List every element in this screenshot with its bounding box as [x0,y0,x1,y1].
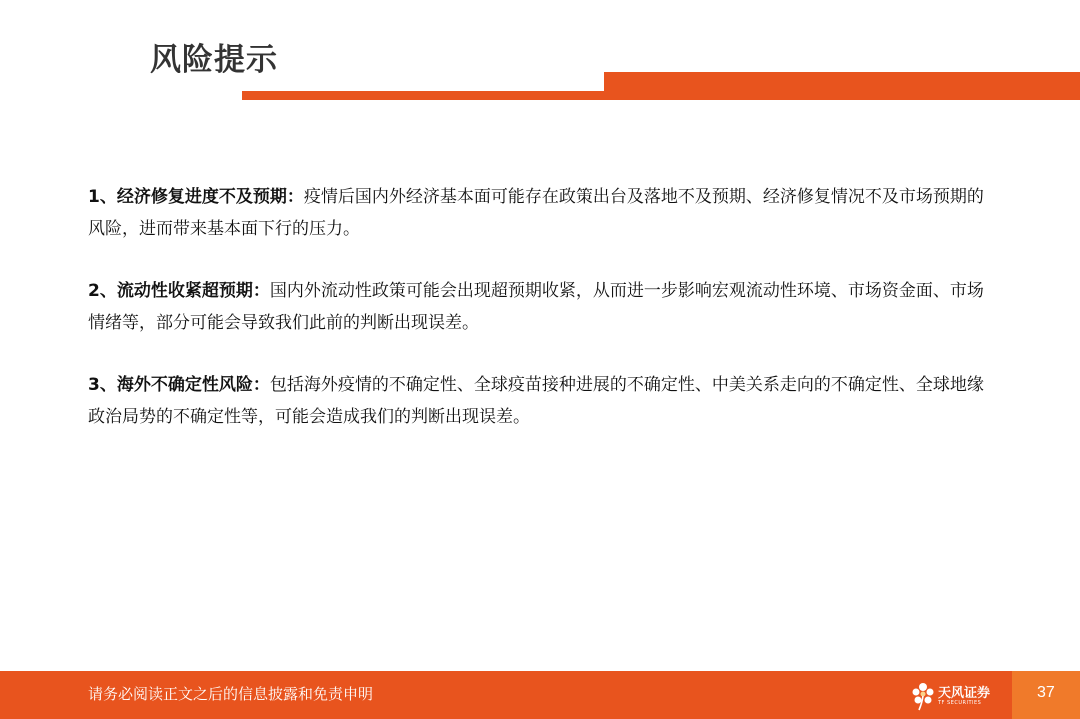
risk-body: 国内外流动性政策可能会出现超预期收紧，从而进一步影响宏观流动性环境、市场资金面、市场情绪等，部分可能会导致我们此前的判断出现误差。 [88,281,984,333]
header-accent-bar-thin [242,91,1080,100]
risk-body: 包括海外疫情的不确定性、全球疫苗接种进展的不确定性、中美关系走向的不确定性、全球地缘政治局势的不确定性等，可能会造成我们的判断出现误差。 [88,375,984,427]
flower-logo-icon [910,681,936,711]
logo-subtitle: TF SECURITIES [938,700,982,706]
risk-heading: 2、流动性收紧超预期： [88,281,270,301]
risk-list [88,181,998,463]
page-title: 风险提示 [150,42,278,78]
company-logo [910,679,990,713]
page-number: 37 [1037,684,1055,701]
footer-bar [0,671,1080,719]
risk-item-economic-recovery [88,181,998,245]
risk-heading: 1、经济修复进度不及预期： [88,187,304,207]
risk-item-liquidity [88,275,998,339]
risk-item-overseas-uncertainty [88,369,998,433]
risk-heading: 3、海外不确定性风险： [88,375,270,395]
footer-disclaimer: 请务必阅读正文之后的信息披露和免责申明 [88,685,374,703]
logo-name: 天风证券 [938,686,991,701]
risk-body: 疫情后国内外经济基本面可能存在政策出台及落地不及预期、经济修复情况不及市场预期的风险，进而带来基本面下行的压力。 [88,187,984,239]
